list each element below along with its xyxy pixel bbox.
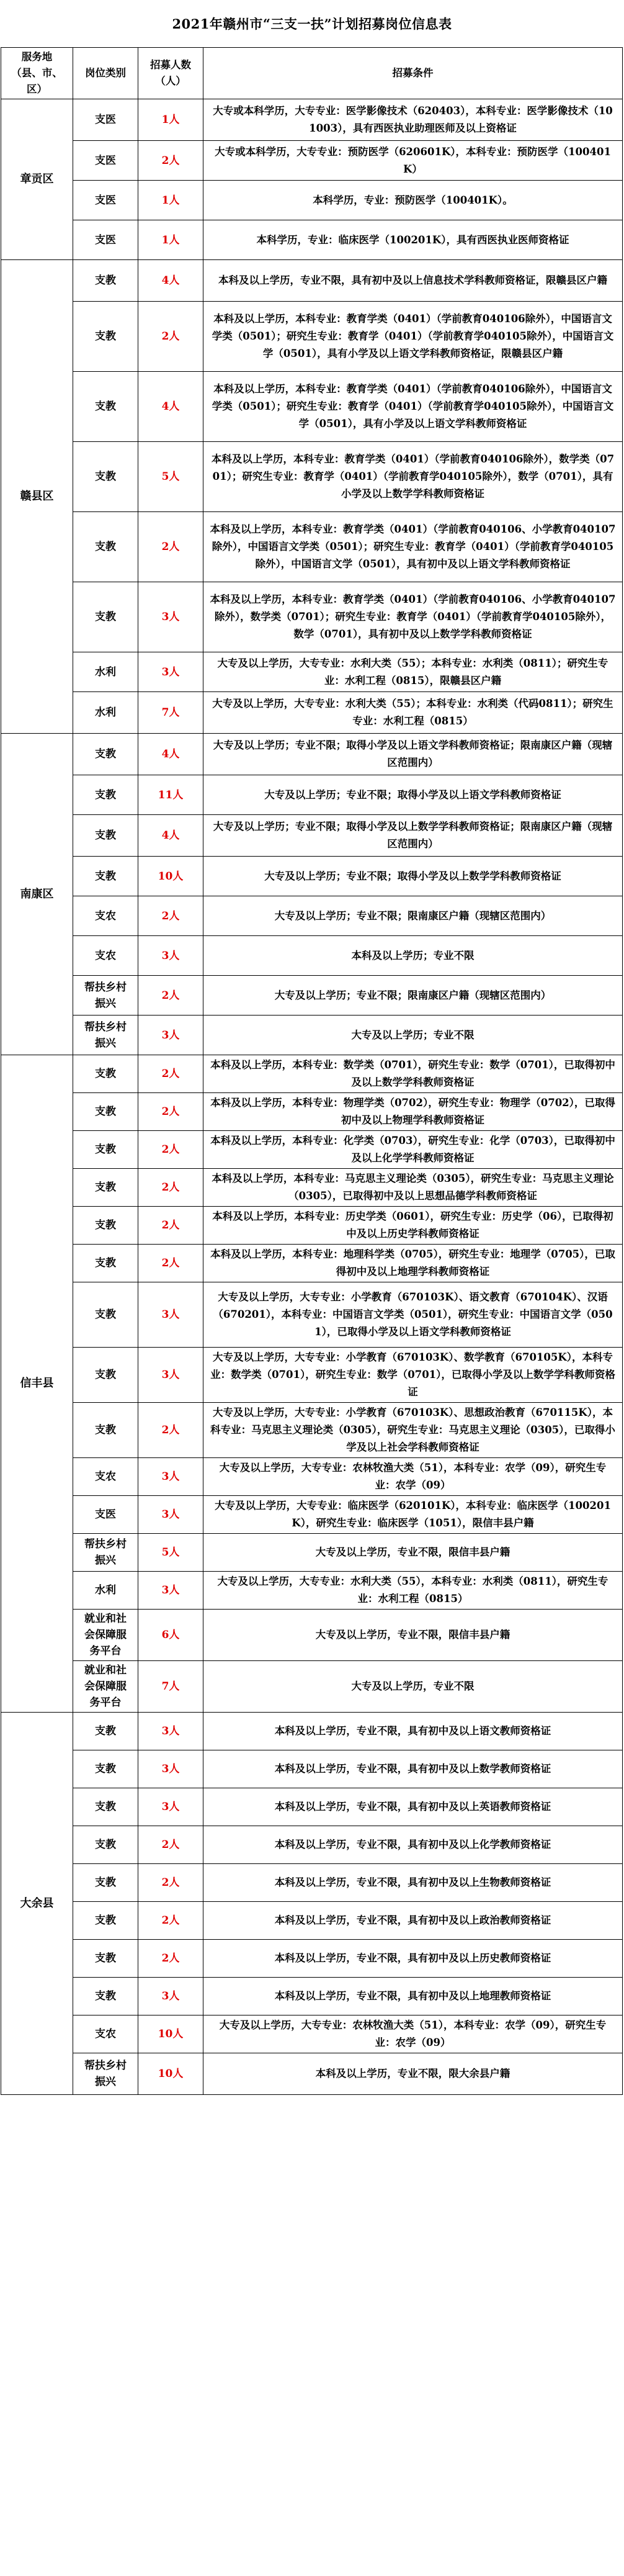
count-cell: 3人 — [138, 1348, 203, 1403]
table-row — [1, 1458, 623, 1496]
category-cell: 支教 — [73, 1788, 138, 1826]
table-row — [1, 857, 623, 896]
condition-cell: 本科学历，专业：临床医学（100201K），具有西医执业医师资格证 — [203, 220, 623, 260]
category-cell: 支教 — [73, 1902, 138, 1940]
table-row — [1, 141, 623, 181]
condition-cell: 大专及以上学历；专业不限 — [203, 1016, 623, 1055]
area-cell: 大余县 — [1, 1713, 73, 2095]
count-cell: 2人 — [138, 1826, 203, 1864]
count-cell: 2人 — [138, 1131, 203, 1169]
count-cell: 10人 — [138, 857, 203, 896]
category-cell: 支农 — [73, 936, 138, 976]
table-row — [1, 1940, 623, 1978]
condition-cell: 本科及以上学历，本科专业：马克思主义理论类（0305），研究生专业：马克思主义理论（0305），已取得初中及以上思想品德学科教师资格证 — [203, 1169, 623, 1207]
category-cell: 支教 — [73, 302, 138, 372]
condition-cell: 本科学历，专业：预防医学（100401K）。 — [203, 181, 623, 220]
table-row — [1, 1750, 623, 1788]
count-cell: 2人 — [138, 1940, 203, 1978]
table-row — [1, 652, 623, 692]
table-row — [1, 1978, 623, 2015]
count-cell: 1人 — [138, 220, 203, 260]
table-row — [1, 99, 623, 141]
document-title: 2021年赣州市“三支一扶”计划招募岗位信息表 — [172, 16, 452, 32]
header-conditions: 招募条件 — [203, 48, 623, 99]
category-cell: 水利 — [73, 1572, 138, 1610]
table-row — [1, 2053, 623, 2095]
count-cell: 3人 — [138, 1016, 203, 1055]
condition-cell: 大专及以上学历，大专专业：小学教育（670103K）、语文教育（670104K）、汉语（670201），本科专业：中国语言文学类（0501），研究生专业：中国语言文学（0501），已取得小学及以上语文学科教师资格证 — [203, 1282, 623, 1348]
header-row — [1, 48, 623, 99]
condition-cell: 大专及以上学历，大专专业：小学教育（670103K）、思想政治教育（670115K），本科专业：马克思主义理论类（0305），研究生专业：马克思主义理论（0305），已取得小学及以上社会学科教师资格证 — [203, 1403, 623, 1458]
condition-cell: 大专及以上学历，大专专业：农林牧渔大类（51），本科专业：农学（09），研究生专业：农学（09） — [203, 2015, 623, 2053]
header-category: 岗位类别 — [73, 48, 138, 99]
table-row — [1, 1713, 623, 1750]
category-cell: 支教 — [73, 1093, 138, 1131]
condition-cell: 大专或本科学历，大专专业：医学影像技术（620403），本科专业：医学影像技术（101003），具有西医执业助理医师及以上资格证 — [203, 99, 623, 141]
condition-cell: 大专及以上学历；专业不限；取得小学及以上数学学科教师资格证；限南康区户籍（现辖区范围内） — [203, 815, 623, 857]
table-row — [1, 372, 623, 442]
condition-cell: 大专及以上学历，专业不限，限信丰县户籍 — [203, 1610, 623, 1661]
count-cell: 3人 — [138, 1496, 203, 1534]
condition-cell: 本科及以上学历，专业不限，具有初中及以上信息技术学科教师资格证，限赣县区户籍 — [203, 260, 623, 302]
category-cell: 支教 — [73, 775, 138, 815]
category-cell: 支医 — [73, 1496, 138, 1534]
table-row — [1, 582, 623, 652]
count-cell: 3人 — [138, 1978, 203, 2015]
table-row — [1, 1245, 623, 1282]
category-cell: 水利 — [73, 652, 138, 692]
condition-cell: 本科及以上学历，本科专业：教育学类（0401）（学前教育040106除外），数学类（0701）；研究生专业：教育学（0401）（学前教育学040105除外），数学（0701），具有小学及以上数学学科教师资格证 — [203, 442, 623, 512]
category-cell: 支教 — [73, 1282, 138, 1348]
condition-cell: 本科及以上学历，本科专业：教育学类（0401）（学前教育040106除外），中国语言文学类（0501）；研究生专业：教育学（0401）（学前教育学040105除外），中国语言文学（0501），具有小学及以上语文学科教师资格证，限赣县区户籍 — [203, 302, 623, 372]
count-cell: 7人 — [138, 692, 203, 734]
count-cell: 2人 — [138, 896, 203, 936]
count-cell: 11人 — [138, 775, 203, 815]
count-cell: 1人 — [138, 181, 203, 220]
table-row — [1, 692, 623, 734]
table-row — [1, 2015, 623, 2053]
category-cell: 支教 — [73, 815, 138, 857]
condition-cell: 大专及以上学历；专业不限；限南康区户籍（现辖区范围内） — [203, 976, 623, 1016]
table-row — [1, 1403, 623, 1458]
category-cell: 支教 — [73, 1207, 138, 1245]
count-cell: 3人 — [138, 652, 203, 692]
condition-cell: 大专及以上学历；专业不限；取得小学及以上语文学科教师资格证；限南康区户籍（现辖区范围内） — [203, 734, 623, 775]
condition-cell: 大专及以上学历，大专专业：水利大类（55），本科专业：水利类（0811），研究生专业：水利工程（0815） — [203, 1572, 623, 1610]
table-row — [1, 1348, 623, 1403]
category-cell: 支教 — [73, 512, 138, 582]
category-cell: 帮扶乡村振兴 — [73, 2053, 138, 2095]
category-cell: 支教 — [73, 1131, 138, 1169]
header-area: 服务地（县、市、区） — [1, 48, 73, 99]
category-cell: 支教 — [73, 1348, 138, 1403]
table-row — [1, 1016, 623, 1055]
count-cell: 2人 — [138, 976, 203, 1016]
area-cell: 信丰县 — [1, 1055, 73, 1713]
count-cell: 3人 — [138, 1788, 203, 1826]
table-row — [1, 936, 623, 976]
count-cell: 4人 — [138, 372, 203, 442]
count-cell: 4人 — [138, 260, 203, 302]
category-cell: 就业和社会保障服务平台 — [73, 1610, 138, 1661]
category-cell: 支教 — [73, 1055, 138, 1093]
count-cell: 2人 — [138, 1245, 203, 1282]
category-cell: 支农 — [73, 896, 138, 936]
count-cell: 2人 — [138, 1055, 203, 1093]
condition-cell: 大专或本科学历，大专专业：预防医学（620601K），本科专业：预防医学（100401K） — [203, 141, 623, 181]
condition-cell: 本科及以上学历，专业不限，具有初中及以上历史教师资格证 — [203, 1940, 623, 1978]
table-row — [1, 220, 623, 260]
count-cell: 2人 — [138, 1169, 203, 1207]
count-cell: 10人 — [138, 2015, 203, 2053]
category-cell: 支教 — [73, 1940, 138, 1978]
count-cell: 3人 — [138, 1458, 203, 1496]
count-cell: 2人 — [138, 1093, 203, 1131]
category-cell: 支教 — [73, 1826, 138, 1864]
table-row — [1, 1826, 623, 1864]
header-count: 招募人数（人） — [138, 48, 203, 99]
count-cell: 3人 — [138, 1713, 203, 1750]
condition-cell: 本科及以上学历，专业不限，具有初中及以上生物教师资格证 — [203, 1864, 623, 1902]
table-row — [1, 815, 623, 857]
condition-cell: 大专及以上学历，专业不限 — [203, 1661, 623, 1713]
count-cell: 2人 — [138, 1864, 203, 1902]
count-cell: 2人 — [138, 512, 203, 582]
category-cell: 支医 — [73, 99, 138, 141]
table-row — [1, 302, 623, 372]
count-cell: 10人 — [138, 2053, 203, 2095]
category-cell: 水利 — [73, 692, 138, 734]
condition-cell: 本科及以上学历，专业不限，具有初中及以上政治教师资格证 — [203, 1902, 623, 1940]
count-cell: 2人 — [138, 1902, 203, 1940]
condition-cell: 本科及以上学历，本科专业：历史学类（0601），研究生专业：历史学（06），已取得初中及以上历史学科教师资格证 — [203, 1207, 623, 1245]
table-row — [1, 1282, 623, 1348]
condition-cell: 大专及以上学历，大专专业：水利大类（55）；本科专业：水利类（代码0811）；研究生专业：水利工程（0815） — [203, 692, 623, 734]
count-cell: 5人 — [138, 1534, 203, 1572]
condition-cell: 大专及以上学历，大专专业：小学教育（670103K）、数学教育（670105K），本科专业：数学类（0701），研究生专业：数学（0701），已取得小学及以上数学学科教师资格证 — [203, 1348, 623, 1403]
count-cell: 5人 — [138, 442, 203, 512]
category-cell: 支教 — [73, 442, 138, 512]
count-cell: 3人 — [138, 582, 203, 652]
table-row — [1, 1572, 623, 1610]
category-cell: 帮扶乡村振兴 — [73, 976, 138, 1016]
condition-cell: 大专及以上学历，大专专业：临床医学（620101K），本科专业：临床医学（100201K），研究生专业：临床医学（1051），限信丰县户籍 — [203, 1496, 623, 1534]
condition-cell: 大专及以上学历，专业不限，限信丰县户籍 — [203, 1534, 623, 1572]
condition-cell: 本科及以上学历，本科专业：地理科学类（0705），研究生专业：地理学（0705），已取得初中及以上地理学科教师资格证 — [203, 1245, 623, 1282]
condition-cell: 本科及以上学历，专业不限，具有初中及以上化学教师资格证 — [203, 1826, 623, 1864]
count-cell: 2人 — [138, 1207, 203, 1245]
table-row — [1, 1661, 623, 1713]
count-cell: 2人 — [138, 141, 203, 181]
count-cell: 2人 — [138, 302, 203, 372]
table-body — [1, 48, 623, 2095]
area-cell: 赣县区 — [1, 260, 73, 734]
table-row — [1, 181, 623, 220]
table-row — [1, 1131, 623, 1169]
table-row — [1, 775, 623, 815]
condition-cell: 本科及以上学历，专业不限，限大余县户籍 — [203, 2053, 623, 2095]
table-row — [1, 1902, 623, 1940]
condition-cell: 大专及以上学历；专业不限；取得小学及以上数学学科教师资格证 — [203, 857, 623, 896]
count-cell: 3人 — [138, 1750, 203, 1788]
category-cell: 支医 — [73, 181, 138, 220]
category-cell: 帮扶乡村振兴 — [73, 1016, 138, 1055]
condition-cell: 大专及以上学历，大专专业：农林牧渔大类（51），本科专业：农学（09），研究生专业：农学（09） — [203, 1458, 623, 1496]
count-cell: 6人 — [138, 1610, 203, 1661]
count-cell: 3人 — [138, 936, 203, 976]
condition-cell: 本科及以上学历，本科专业：教育学类（0401）（学前教育040106、小学教育040107除外），中国语言文学类（0501）；研究生专业：教育学（0401）（学前教育学040105除外），中国语言文学（0501），具有初中及以上语文学科教师资格证 — [203, 512, 623, 582]
table-row — [1, 896, 623, 936]
category-cell: 支农 — [73, 1458, 138, 1496]
category-cell: 支教 — [73, 1864, 138, 1902]
table-row — [1, 512, 623, 582]
category-cell: 支教 — [73, 734, 138, 775]
category-cell: 支教 — [73, 1169, 138, 1207]
category-cell: 支教 — [73, 582, 138, 652]
condition-cell: 大专及以上学历；专业不限；限南康区户籍（现辖区范围内） — [203, 896, 623, 936]
condition-cell: 本科及以上学历，本科专业：教育学类（0401）（学前教育040106、小学教育040107除外），数学类（0701）；研究生专业：教育学（0401）（学前教育学040105除外），数学（0701），具有初中及以上数学学科教师资格证 — [203, 582, 623, 652]
count-cell: 7人 — [138, 1661, 203, 1713]
category-cell: 支医 — [73, 141, 138, 181]
category-cell: 支教 — [73, 1713, 138, 1750]
table-row — [1, 1207, 623, 1245]
table-row — [1, 1169, 623, 1207]
count-cell: 3人 — [138, 1282, 203, 1348]
table-row — [1, 1788, 623, 1826]
category-cell: 支教 — [73, 260, 138, 302]
category-cell: 支教 — [73, 857, 138, 896]
condition-cell: 大专及以上学历，大专专业：水利大类（55）；本科专业：水利类（0811）；研究生专业：水利工程（0815），限赣县区户籍 — [203, 652, 623, 692]
condition-cell: 本科及以上学历，专业不限，具有初中及以上英语教师资格证 — [203, 1788, 623, 1826]
category-cell: 支教 — [73, 372, 138, 442]
category-cell: 支医 — [73, 220, 138, 260]
condition-cell: 本科及以上学历，本科专业：物理学类（0702），研究生专业：物理学（0702），已取得初中及以上物理学科教师资格证 — [203, 1093, 623, 1131]
condition-cell: 本科及以上学历，本科专业：化学类（0703），研究生专业：化学（0703），已取得初中及以上化学学科教师资格证 — [203, 1131, 623, 1169]
count-cell: 4人 — [138, 734, 203, 775]
condition-cell: 本科及以上学历，本科专业：数学类（0701），研究生专业：数学（0701），已取得初中及以上数学学科教师资格证 — [203, 1055, 623, 1093]
count-cell: 3人 — [138, 1572, 203, 1610]
condition-cell: 本科及以上学历，专业不限，具有初中及以上语文教师资格证 — [203, 1713, 623, 1750]
table-row — [1, 1534, 623, 1572]
category-cell: 支教 — [73, 1245, 138, 1282]
area-cell: 章贡区 — [1, 99, 73, 260]
table-row — [1, 1093, 623, 1131]
category-cell: 就业和社会保障服务平台 — [73, 1661, 138, 1713]
category-cell: 支农 — [73, 2015, 138, 2053]
condition-cell: 本科及以上学历；专业不限 — [203, 936, 623, 976]
category-cell: 支教 — [73, 1403, 138, 1458]
table-row — [1, 1055, 623, 1093]
count-cell: 1人 — [138, 99, 203, 141]
recruitment-table — [1, 47, 623, 2095]
table-row — [1, 260, 623, 302]
count-cell: 4人 — [138, 815, 203, 857]
category-cell: 帮扶乡村振兴 — [73, 1534, 138, 1572]
table-row — [1, 976, 623, 1016]
category-cell: 支教 — [73, 1750, 138, 1788]
condition-cell: 本科及以上学历，本科专业：教育学类（0401）（学前教育040106除外），中国语言文学类（0501）；研究生专业：教育学（0401）（学前教育学040105除外），中国语言文学（0501），具有小学及以上语文学科教师资格证 — [203, 372, 623, 442]
condition-cell: 大专及以上学历；专业不限；取得小学及以上语文学科教师资格证 — [203, 775, 623, 815]
category-cell: 支教 — [73, 1978, 138, 2015]
count-cell: 2人 — [138, 1403, 203, 1458]
condition-cell: 本科及以上学历，专业不限，具有初中及以上地理教师资格证 — [203, 1978, 623, 2015]
area-cell: 南康区 — [1, 734, 73, 1055]
table-row — [1, 1496, 623, 1534]
table-row — [1, 734, 623, 775]
condition-cell: 本科及以上学历，专业不限，具有初中及以上数学教师资格证 — [203, 1750, 623, 1788]
table-row — [1, 1864, 623, 1902]
table-row — [1, 1610, 623, 1661]
table-row — [1, 442, 623, 512]
